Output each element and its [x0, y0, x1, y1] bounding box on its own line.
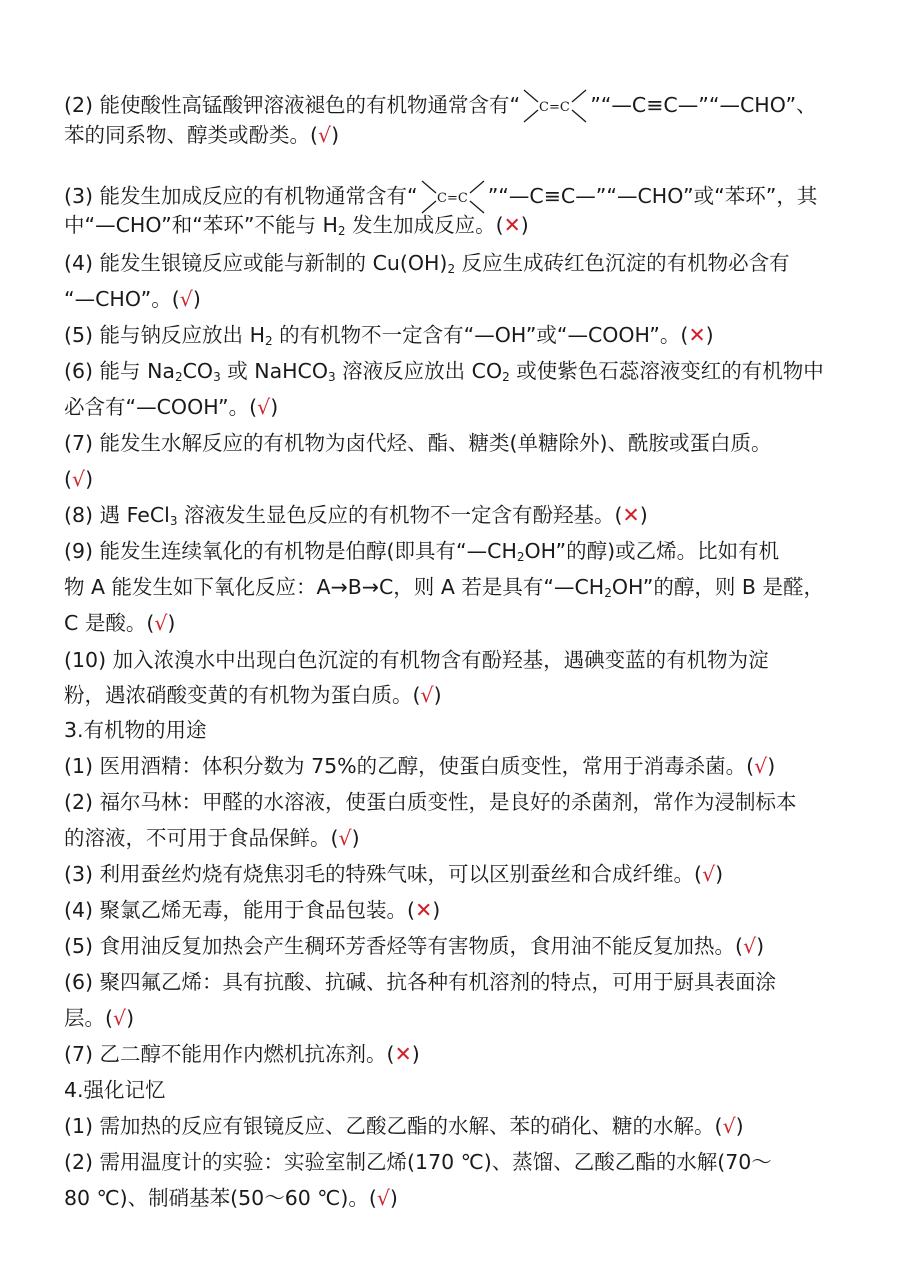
check-mark: √	[702, 862, 716, 886]
check-mark: √	[338, 826, 352, 850]
text-line: (8) 遇 FeCl$_3$ 溶液发生显色反应的有机物不一定含有酚羟基。(✕)	[64, 503, 648, 528]
check-mark: √	[754, 754, 768, 778]
text-line: 苯的同系物、醇类或酚类。(√)	[64, 123, 340, 147]
check-mark: √	[154, 611, 168, 635]
text-line: “—CHO”。(√)	[64, 287, 201, 311]
check-mark: √	[318, 123, 332, 147]
text-line: C 是酸。(√)	[64, 611, 176, 635]
text-line: (3) 利用蚕丝灼烧有烧焦羽毛的特殊气味，可以区别蚕丝和合成纤维。(√)	[64, 862, 724, 886]
text-line: (7) 能发生水解反应的有机物为卤代烃、酯、糖类(单糖除外)、酰胺或蛋白质。	[64, 431, 772, 455]
cc-double-bond-structure	[520, 84, 590, 128]
check-mark: √	[257, 395, 271, 419]
cross-mark: ✕	[415, 898, 433, 922]
section-heading: 3.有机物的用途	[64, 718, 207, 742]
text-line: (10) 加入浓溴水中出现白色沉淀的有机物含有酚羟基，遇碘变蓝的有机物为淀	[64, 648, 769, 672]
text-line: 中“—CHO”和“苯环”不能与 $H_2$ 发生加成反应。(✕)	[64, 213, 529, 238]
text-line: (7) 乙二醇不能用作内燃机抗冻剂。(✕)	[64, 1042, 420, 1066]
text-line: 物 A 能发生如下氧化反应：A→B→C，则 A 若是具有“$—CH_2OH$”的醇，则 B 是醛，	[64, 575, 824, 600]
text-line: (6) 聚四氟乙烯：具有抗酸、抗碱、抗各种有机溶剂的特点，可用于厨具表面涂	[64, 970, 777, 994]
text-line: 的溶液，不可用于食品保鲜。(√)	[64, 826, 360, 850]
text-line: (√)	[64, 467, 94, 491]
check-mark: √	[72, 467, 86, 491]
text-line: 粉，遇浓硝酸变黄的有机物为蛋白质。(√)	[64, 683, 442, 707]
structure-label: C=C	[436, 191, 468, 206]
cross-mark: ✕	[688, 323, 706, 347]
text-line: 层。(√)	[64, 1006, 135, 1030]
text-line: (5) 食用油反复加热会产生稠环芳香烃等有害物质，食用油不能反复加热。(√)	[64, 934, 765, 958]
text-line: (1) 医用酒精：体积分数为 75%的乙醇，使蛋白质变性，常用于消毒杀菌。(√)	[64, 754, 776, 778]
text-line: (4) 聚氯乙烯无毒，能用于食品包装。(✕)	[64, 898, 441, 922]
text-line: 必含有“—COOH”。(√)	[64, 395, 279, 419]
check-mark: √	[722, 1114, 736, 1138]
check-mark: √	[376, 1186, 390, 1210]
text-line: (9) 能发生连续氧化的有机物是伯醇(即具有“$—CH_2OH$”的醇)或乙烯。比如有机	[64, 539, 780, 564]
text-line: (1) 需加热的反应有银镜反应、乙酸乙酯的水解、苯的硝化、糖的水解。(√)	[64, 1114, 744, 1138]
text-line: (3) 能发生加成反应的有机物通常含有“ C=C ”“—C≡C—”“—CHO”或“苯环”，其	[64, 175, 817, 219]
text-line: (5) 能与钠反应放出 $H_2$ 的有机物不一定含有“—OH”或“—COOH”。(✕)	[64, 323, 714, 348]
check-mark: √	[743, 934, 757, 958]
cross-mark: ✕	[503, 213, 521, 237]
text-line: (4) 能发生银镜反应或能与新制的 $Cu(OH)_2$ 反应生成砖红色沉淀的有机物必含有	[64, 251, 790, 276]
text-line: (6) 能与 $Na_2CO_3$ 或 NaHCO$_3$ 溶液反应放出 $CO_2$ 或使紫色石蕊溶液变红的有机物中	[64, 359, 824, 384]
text-line: (2) 能使酸性高锰酸钾溶液褪色的有机物通常含有“ C=C ”“—C≡C—”“—CHO”、	[64, 84, 817, 128]
cross-mark: ✕	[394, 1042, 412, 1066]
cross-mark: ✕	[622, 503, 640, 527]
text-line: (2) 福尔马林：甲醛的水溶液，使蛋白质变性，是良好的杀菌剂，常作为浸制标本	[64, 790, 797, 814]
check-mark: √	[113, 1006, 127, 1030]
check-mark: √	[420, 683, 434, 707]
structure-label: C=C	[539, 100, 570, 115]
section-heading: 4.强化记忆	[64, 1078, 166, 1102]
text-line: (2) 需用温度计的实验：实验室制乙烯(170 ℃)、蒸馏、乙酸乙酯的水解(70～	[64, 1150, 772, 1174]
text-line: 80 ℃)、制硝基苯(50～60 ℃)。(√)	[64, 1186, 398, 1210]
check-mark: √	[179, 287, 193, 311]
